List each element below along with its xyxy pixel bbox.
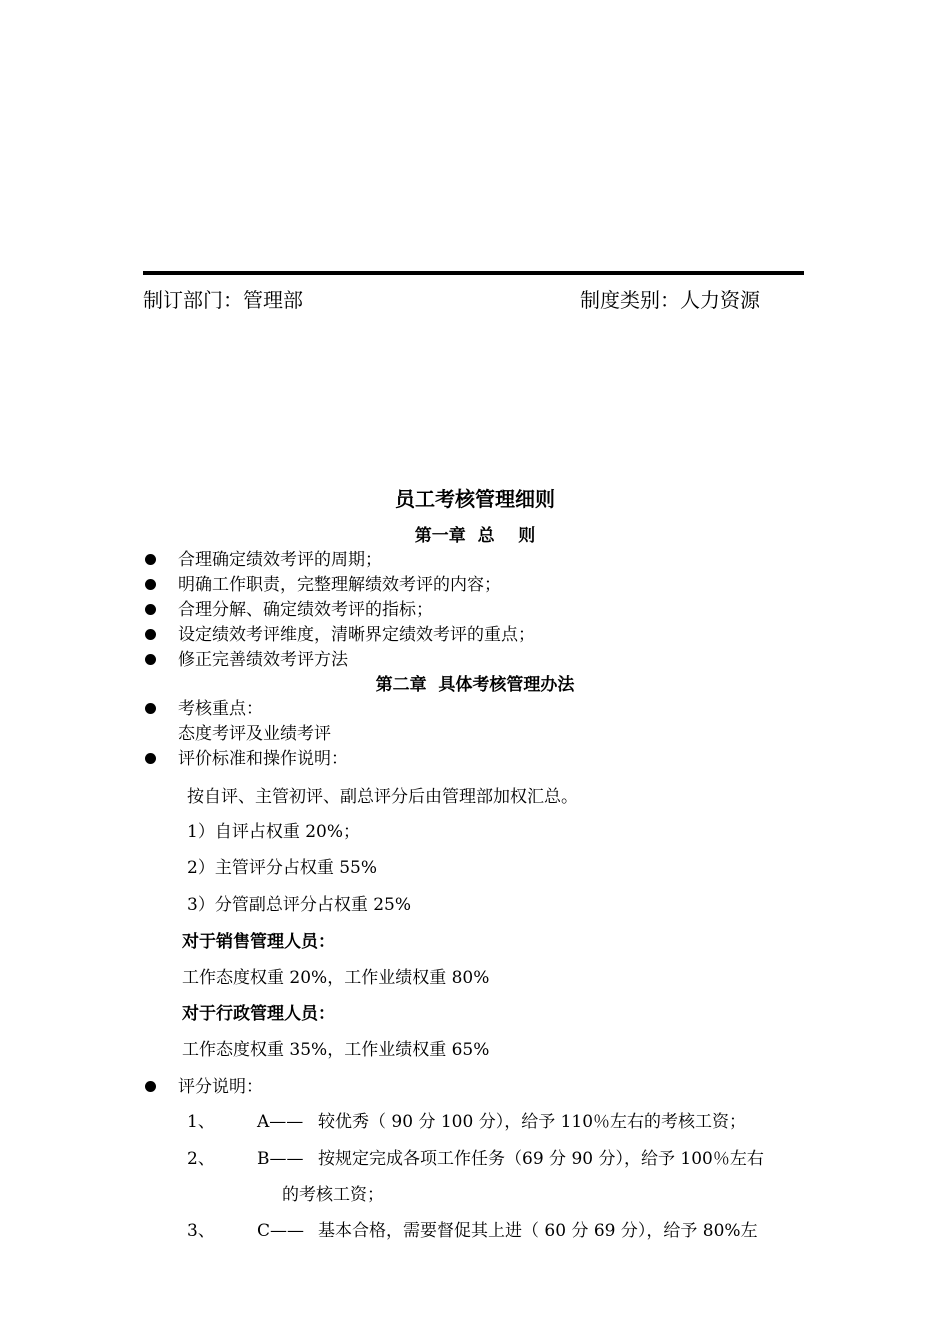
ch1-item-2: 明确工作职责，完整理解绩效考评的内容； [178,575,501,595]
weight-supervisor: 2）主管评分占权重 55% [187,858,378,878]
score-2-grade: B—— [257,1149,304,1169]
bullet-icon [145,753,156,764]
bullet-icon [145,654,156,665]
chapter-2-heading: 第二章 具体考核管理办法 [375,675,575,695]
ch1-item-3: 合理分解、确定绩效考评的指标； [178,600,433,620]
ch1-item-1: 合理确定绩效考评的周期； [178,550,382,570]
category-label: 制度类别：人力资源 [580,288,760,312]
weight-vp: 3）分管副总评分占权重 25% [187,895,412,915]
score-label: 评分说明： [178,1077,263,1097]
bullet-icon [145,579,156,590]
score-3-text: 基本合格，需要督促其上进（ 60 分 69 分），给予 80%左 [318,1221,758,1241]
sales-label: 对于销售管理人员： [182,932,335,952]
bullet-icon [145,604,156,615]
focus-text: 态度考评及业绩考评 [178,724,331,744]
sales-text: 工作态度权重 20%，工作业绩权重 80% [182,968,490,988]
weight-self: 1）自评占权重 20%； [187,822,361,842]
chapter-1-heading: 第一章 总 则 [414,526,536,546]
bullet-icon [145,703,156,714]
admin-text: 工作态度权重 35%，工作业绩权重 65% [182,1040,490,1060]
score-1-text: 较优秀（ 90 分 100 分），给予 110％左右的考核工资； [318,1112,747,1132]
admin-label: 对于行政管理人员： [182,1004,335,1024]
header-rule [143,271,804,275]
bullet-icon [145,1081,156,1092]
focus-label: 考核重点： [178,699,263,719]
score-2-text: 按规定完成各项工作任务（69 分 90 分），给予 100％左右 [318,1149,764,1169]
score-3-num: 3、 [187,1221,215,1241]
ch1-item-5: 修正完善绩效考评方法 [178,650,348,670]
score-1-num: 1、 [187,1112,215,1132]
bullet-icon [145,554,156,565]
score-3-grade: C—— [257,1221,305,1241]
score-2-num: 2、 [187,1149,215,1169]
dept-label: 制订部门：管理部 [143,288,303,312]
bullet-icon [145,629,156,640]
score-2-cont: 的考核工资； [282,1185,384,1205]
doc-title: 员工考核管理细则 [395,487,555,511]
ch1-item-4: 设定绩效考评维度，清晰界定绩效考评的重点； [178,625,535,645]
standard-intro: 按自评、主管初评、副总评分后由管理部加权汇总。 [187,787,578,807]
score-1-grade: A—— [257,1112,304,1132]
standard-label: 评价标准和操作说明： [178,749,348,769]
